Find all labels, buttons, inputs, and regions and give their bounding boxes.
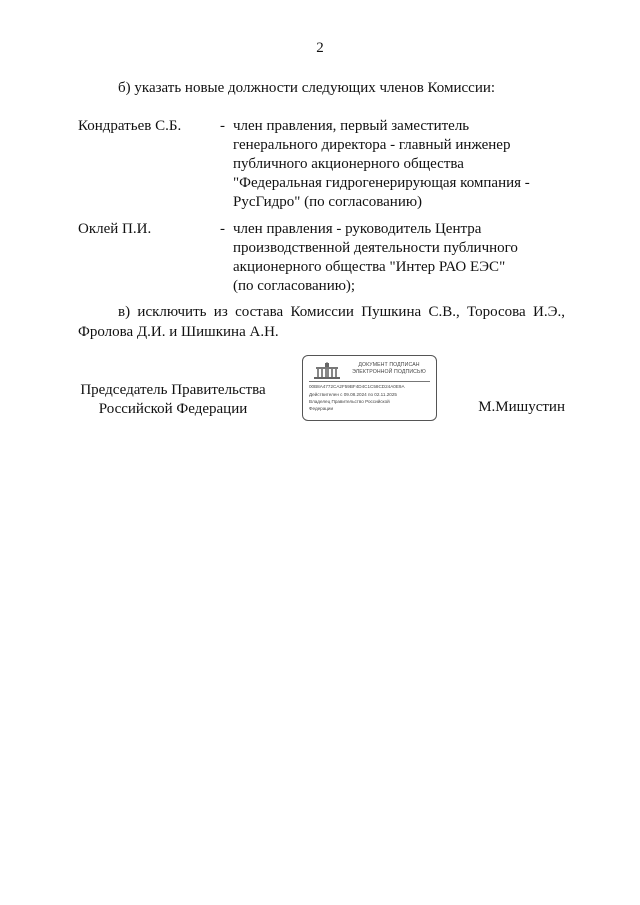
stamp-owner: Федерации (309, 406, 334, 411)
member-position-line: член правления - руководитель Центра (233, 221, 482, 237)
member-position-line: генерального директора - главный инженер (233, 137, 511, 153)
signer-title-line: Российской Федерации (98, 401, 248, 417)
member-position-line: член правления, первый заместитель (233, 118, 470, 134)
member-position-line: акционерного общества "Интер РАО ЕЭС" (233, 259, 506, 275)
member-position-line: публичного акционерного общества (233, 156, 464, 172)
member-dash: - (220, 221, 225, 237)
exclude-line: в) исключить из состава Комиссии Пушкина С.В., Торосова И.Э., (118, 304, 565, 320)
member-name: Кондратьев С.Б. (78, 118, 182, 134)
member-position-line: (по согласованию); (233, 278, 356, 294)
page-number: 2 (316, 40, 324, 56)
stamp-header (343, 362, 435, 375)
intro-paragraph: б) указать новые должности следующих членов Комиссии: (118, 80, 496, 96)
stamp-header-line: ЭЛЕКТРОННОЙ ПОДПИСЬЮ (352, 368, 426, 375)
stamp-header-line: ДОКУМЕНТ ПОДПИСАН (358, 362, 420, 368)
member-name: Оклей П.И. (78, 221, 152, 237)
exclude-paragraph (78, 302, 565, 342)
exclude-line: Фролова Д.И. и Шишкина А.Н. (78, 324, 279, 340)
stamp-owner: Владелец Правительство Российской (309, 399, 390, 404)
member-position (233, 117, 568, 212)
stamp-validity: Действителен с 09.08.2024 по 02.11.2025 (309, 392, 397, 397)
stamp-serial: 00B8A4772CA2F59BF4D4C1C58CD24A0E9A (309, 384, 405, 389)
signer-title (78, 381, 268, 419)
member-position-line: РусГидро" (по согласованию) (233, 194, 423, 210)
signer-name: М.Мишустин (478, 399, 565, 415)
member-position (233, 220, 568, 296)
signer-title-line: Председатель Правительства (80, 382, 266, 398)
member-position-line: производственной деятельности публичного (233, 240, 518, 256)
electronic-signature-stamp (302, 355, 437, 421)
stamp-divider (309, 381, 430, 382)
member-position-line: "Федеральная гидрогенерирующая компания - (233, 175, 530, 191)
government-building-icon (313, 362, 341, 380)
member-dash: - (220, 118, 225, 134)
